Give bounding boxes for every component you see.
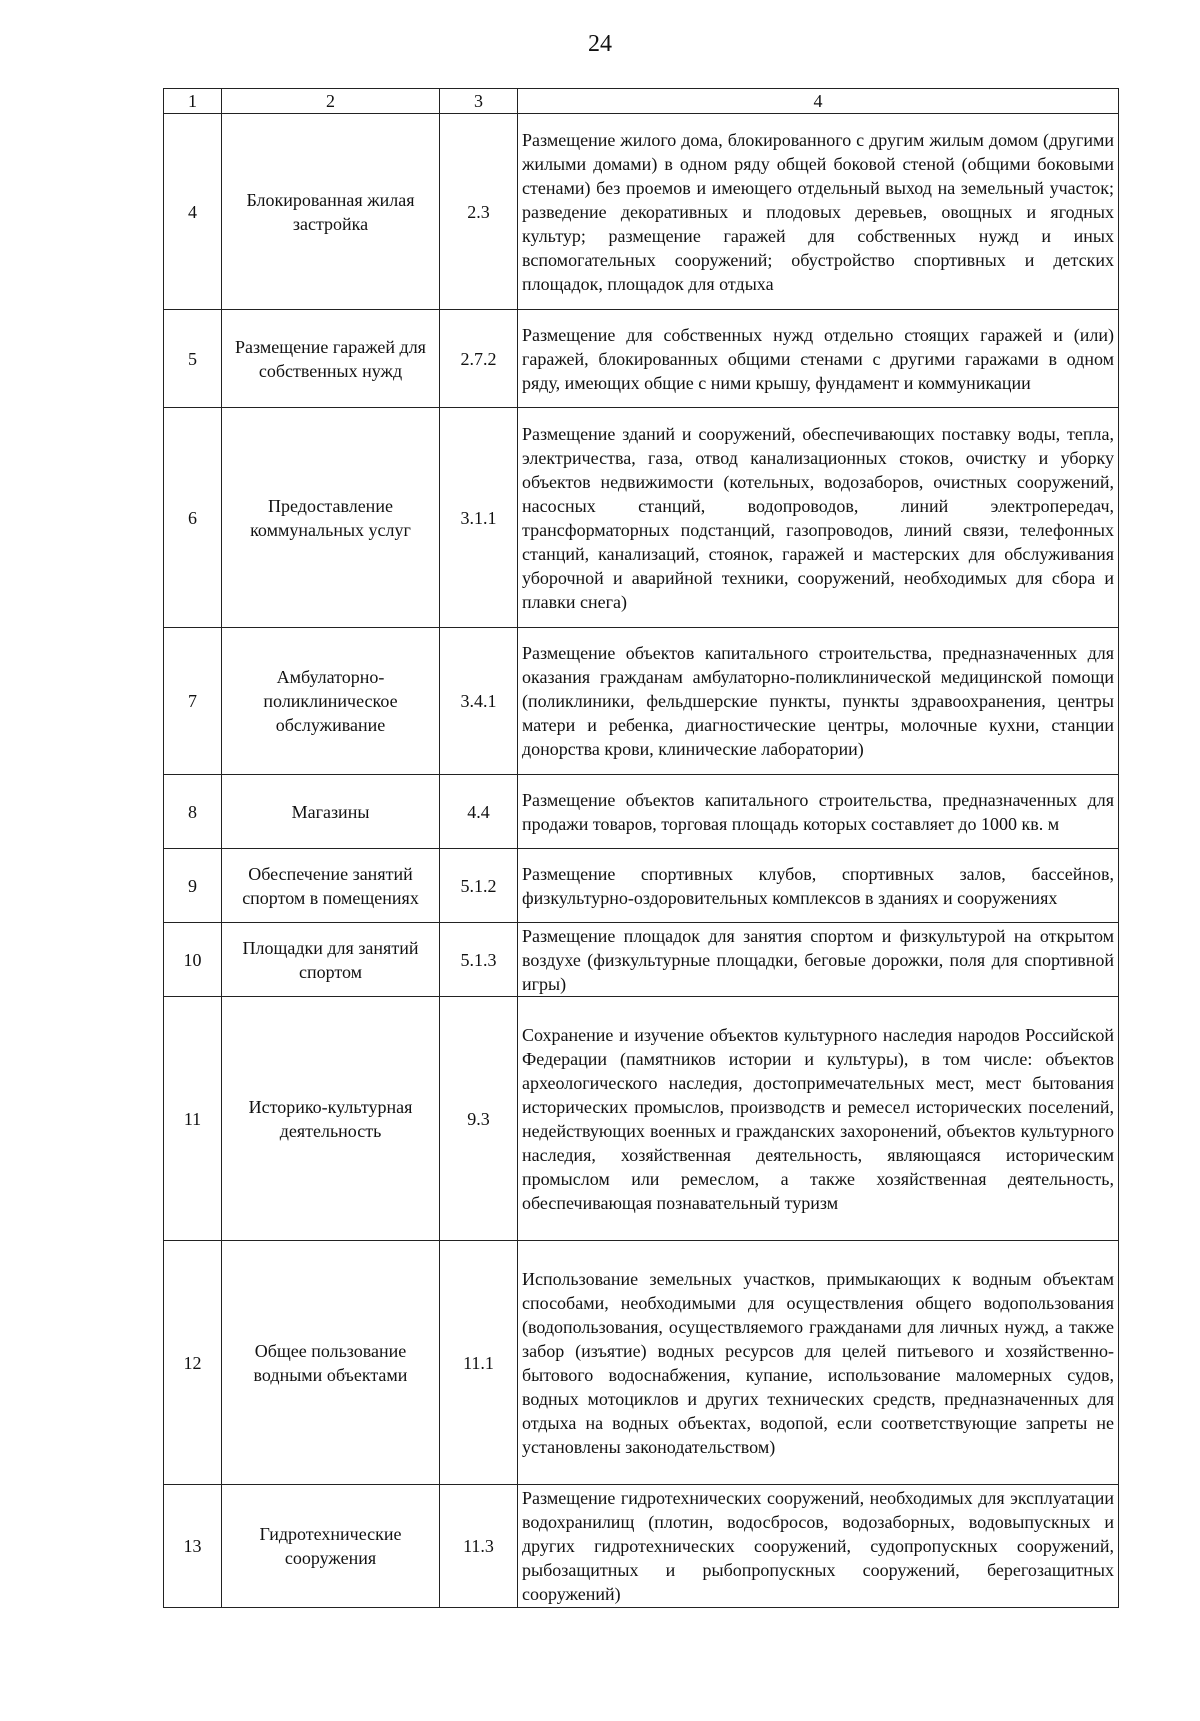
use-type-description: Размещение спортивных клубов, спортивных залов, бассейнов, физкультурно-оздоровительных комплексов в зданиях и сооружениях xyxy=(518,849,1119,923)
column-header-1: 1 xyxy=(164,89,222,114)
column-header-4: 4 xyxy=(518,89,1119,114)
table-row xyxy=(164,1485,1119,1608)
use-type-name: Историко-культурная деятельность xyxy=(222,997,440,1241)
table-row xyxy=(164,310,1119,408)
use-type-name: Магазины xyxy=(222,775,440,849)
row-number: 10 xyxy=(164,923,222,997)
use-type-name: Амбулаторно-поликлиническое обслуживание xyxy=(222,628,440,775)
use-type-description: Использование земельных участков, примыкающих к водным объектам способами, необходимыми для осуществления общего водопользования (водопользования, осуществляемого гражданами для личных нужд, а также забор (изъятие) водных ресурсов для целей питьевого и хозяйственно-бытового водоснабжения, купание, использование маломерных судов, водных мотоциклов и других технических средств, предназначенных для отдыха на водных объектах, водопой, если соответствующие запреты не установлены законодательством) xyxy=(518,1241,1119,1485)
table-row xyxy=(164,923,1119,997)
row-number: 9 xyxy=(164,849,222,923)
use-type-description: Размещение зданий и сооружений, обеспечивающих поставку воды, тепла, электричества, газа, отвод канализационных стоков, очистку и уборку объектов недвижимости (котельных, водозаборов, очистных сооружений, насосных станций, водопроводов, линий электропередач, трансформаторных подстанций, газопроводов, линий связи, телефонных станций, канализаций, стоянок, гаражей и мастерских для обслуживания уборочной и аварийной техники, сооружений, необходимых для сбора и плавки снега) xyxy=(518,408,1119,628)
use-type-code: 11.1 xyxy=(440,1241,518,1485)
use-type-name: Обеспечение занятий спортом в помещениях xyxy=(222,849,440,923)
use-type-name: Блокированная жилая застройка xyxy=(222,114,440,310)
use-type-description: Размещение гидротехнических сооружений, необходимых для эксплуатации водохранилищ (плотин, водосбросов, водозаборных, водовыпускных и других гидротехнических сооружений, судопропускных сооружений, рыбозащитных и рыбопропускных сооружений, берегозащитных сооружений) xyxy=(518,1485,1119,1608)
use-type-code: 5.1.3 xyxy=(440,923,518,997)
use-type-code: 9.3 xyxy=(440,997,518,1241)
use-type-name: Общее пользование водными объектами xyxy=(222,1241,440,1485)
table-row xyxy=(164,997,1119,1241)
table-row xyxy=(164,775,1119,849)
column-header-2: 2 xyxy=(222,89,440,114)
row-number: 4 xyxy=(164,114,222,310)
use-type-code: 4.4 xyxy=(440,775,518,849)
row-number: 6 xyxy=(164,408,222,628)
use-type-description: Размещение жилого дома, блокированного с другим жилым домом (другими жилыми домами) в одном ряду общей боковой стеной (общими боковыми стенами) без проемов и имеющего отдельный выход на земельный участок; разведение декоративных и плодовых деревьев, овощных и ягодных культур; размещение гаражей для собственных нужд и иных вспомогательных сооружений; обустройство спортивных и детских площадок, площадок для отдыха xyxy=(518,114,1119,310)
table-row xyxy=(164,408,1119,628)
use-type-name: Размещение гаражей для собственных нужд xyxy=(222,310,440,408)
use-type-description: Размещение площадок для занятия спортом и физкультурой на открытом воздухе (физкультурные площадки, беговые дорожки, поля для спортивной игры) xyxy=(518,923,1119,997)
use-type-description: Размещение объектов капитального строительства, предназначенных для продажи товаров, торговая площадь которых составляет до 1000 кв. м xyxy=(518,775,1119,849)
page-number: 24 xyxy=(588,31,612,57)
land-use-table xyxy=(163,88,1119,1608)
use-type-code: 2.7.2 xyxy=(440,310,518,408)
table-row xyxy=(164,849,1119,923)
row-number: 12 xyxy=(164,1241,222,1485)
use-type-description: Размещение объектов капитального строительства, предназначенных для оказания гражданам амбулаторно-поликлинической медицинской помощи (поликлиники, фельдшерские пункты, пункты здравоохранения, центры матери и ребенка, диагностические центры, молочные кухни, станции донорства крови, клинические лаборатории) xyxy=(518,628,1119,775)
use-type-code: 5.1.2 xyxy=(440,849,518,923)
use-type-description: Размещение для собственных нужд отдельно стоящих гаражей и (или) гаражей, блокированных общими стенами с другими гаражами в одном ряду, имеющих общие с ними крышу, фундамент и коммуникации xyxy=(518,310,1119,408)
use-type-code: 3.1.1 xyxy=(440,408,518,628)
row-number: 13 xyxy=(164,1485,222,1608)
row-number: 11 xyxy=(164,997,222,1241)
use-type-code: 2.3 xyxy=(440,114,518,310)
use-type-name: Площадки для занятий спортом xyxy=(222,923,440,997)
table-row xyxy=(164,628,1119,775)
use-type-name: Гидротехнические сооружения xyxy=(222,1485,440,1608)
row-number: 5 xyxy=(164,310,222,408)
use-type-code: 3.4.1 xyxy=(440,628,518,775)
use-type-name: Предоставление коммунальных услуг xyxy=(222,408,440,628)
use-type-code: 11.3 xyxy=(440,1485,518,1608)
row-number: 8 xyxy=(164,775,222,849)
table-header-row xyxy=(164,89,1119,114)
row-number: 7 xyxy=(164,628,222,775)
table-row xyxy=(164,1241,1119,1485)
column-header-3: 3 xyxy=(440,89,518,114)
table-row xyxy=(164,114,1119,310)
use-type-description: Сохранение и изучение объектов культурного наследия народов Российской Федерации (памятников истории и культуры), в том числе: объектов археологического наследия, достопримечательных мест, мест бытования исторических промыслов, производств и ремесел исторических поселений, недействующих военных и гражданских захоронений, объектов культурного наследия, хозяйственная деятельность, являющаяся историческим промыслом или ремеслом, а также хозяйственная деятельность, обеспечивающая познавательный туризм xyxy=(518,997,1119,1241)
